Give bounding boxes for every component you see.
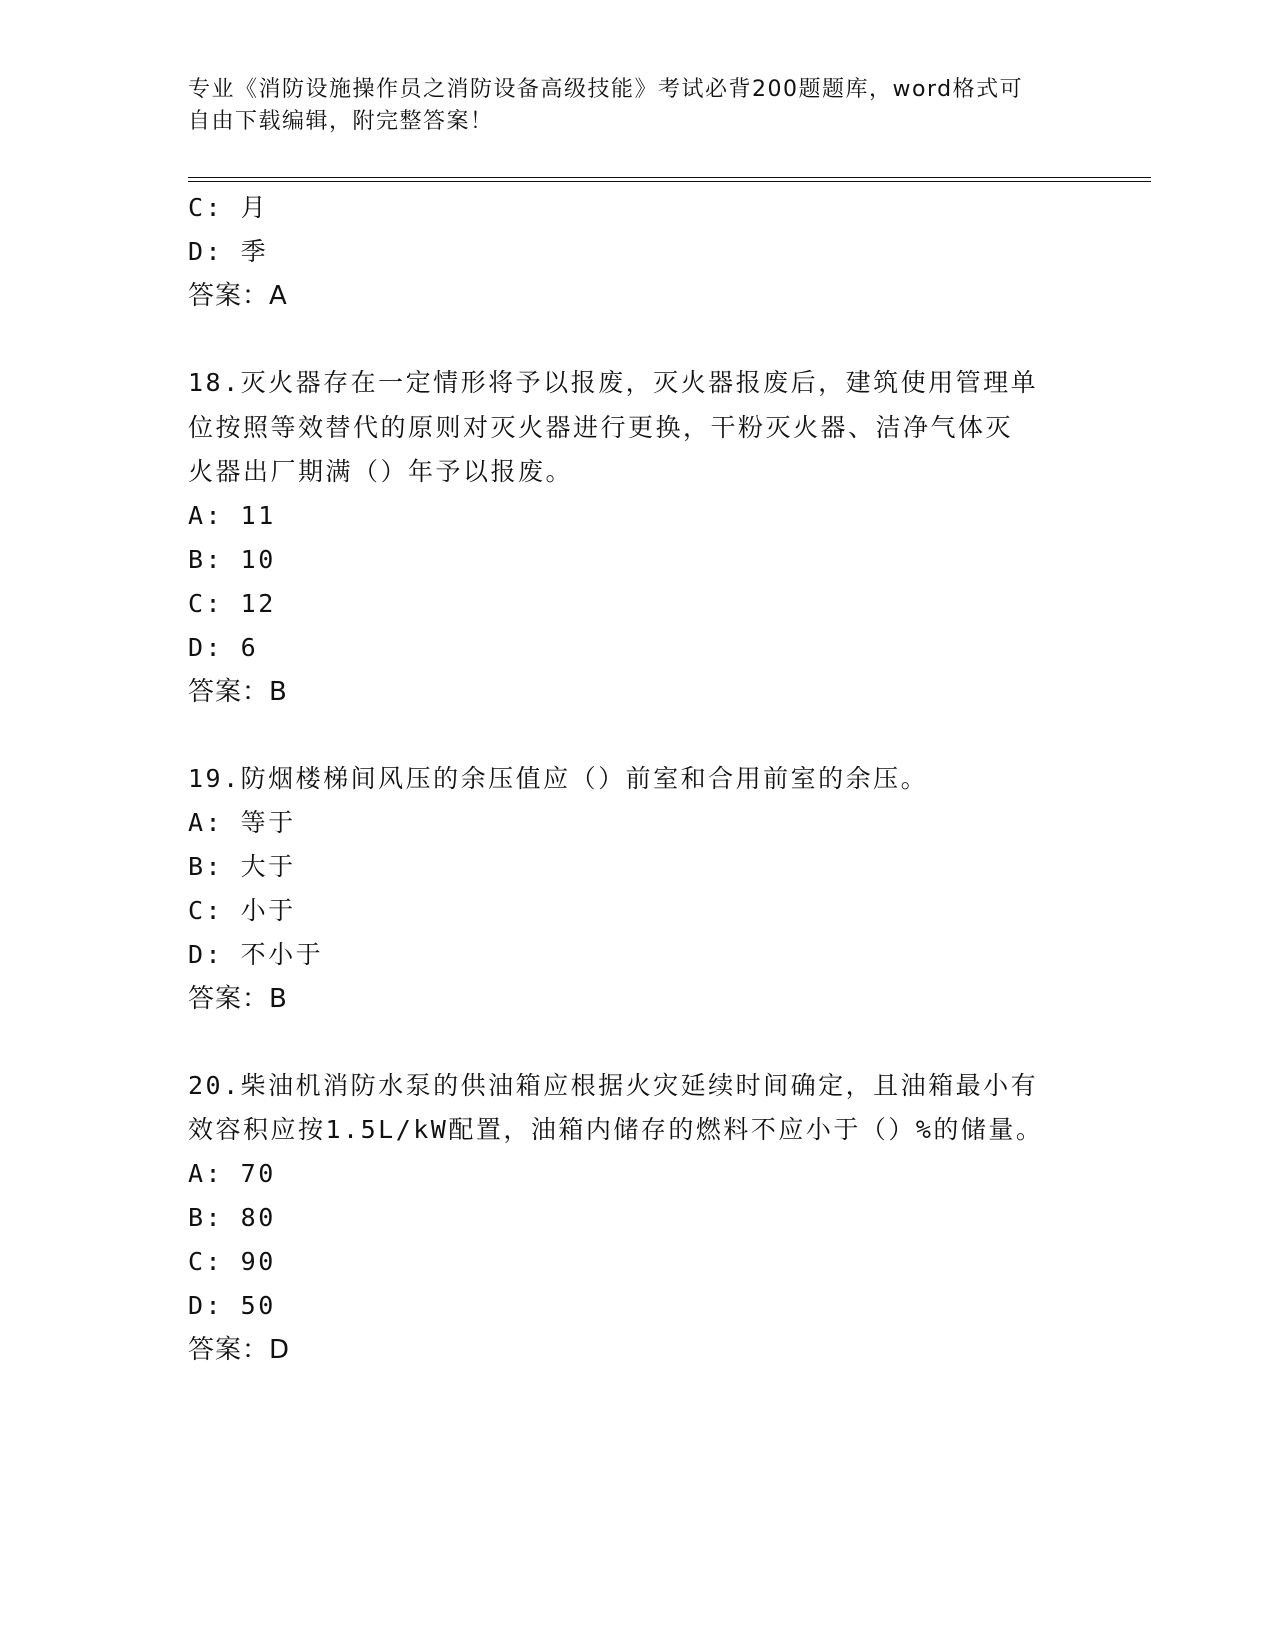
option-c: C: 月 <box>188 193 269 222</box>
question-20-option-b: B: 80 <box>188 1203 276 1232</box>
question-18-option-d: D: 6 <box>188 633 259 662</box>
document-header <box>188 74 1088 138</box>
question-19-option-b: B: 大于 <box>188 852 296 881</box>
question-18-text-line-3: 火器出厂期满（）年予以报废。 <box>188 457 574 486</box>
question-20-option-c: C: 90 <box>188 1247 276 1276</box>
question-19-option-d: D: 不小于 <box>188 940 324 969</box>
header-line-2: 自由下载编辑，附完整答案！ <box>188 109 494 134</box>
question-19-answer: 答案：B <box>188 984 288 1014</box>
question-19-option-a: A: 等于 <box>188 808 296 837</box>
question-19-text-line-1: 19.防烟楼梯间风压的余压值应（）前室和合用前室的余压。 <box>188 764 929 793</box>
question-18-option-a: A: 11 <box>188 501 276 530</box>
question-18-option-c: C: 12 <box>188 589 276 618</box>
question-18-text-line-1: 18.灭火器存在一定情形将予以报废，灭火器报废后，建筑使用管理单 <box>188 368 1039 397</box>
question-20-option-d: D: 50 <box>188 1291 276 1320</box>
header-rule-bottom <box>188 181 1151 182</box>
question-18-answer: 答案：B <box>188 677 288 707</box>
question-18-option-b: B: 10 <box>188 545 276 574</box>
question-20-text-line-1: 20.柴油机消防水泵的供油箱应根据火灾延续时间确定，且油箱最小有 <box>188 1071 1039 1100</box>
header-rule-top <box>188 177 1151 178</box>
question-20-text-line-2: 效容积应按1.5L/kW配置，油箱内储存的燃料不应小于（）%的储量。 <box>188 1115 1044 1144</box>
question-20-answer: 答案：D <box>188 1335 291 1365</box>
question-20-option-a: A: 70 <box>188 1159 276 1188</box>
header-line-1: 专业《消防设施操作员之消防设备高级技能》考试必背200题题库，word格式可 <box>188 77 1024 102</box>
answer: 答案：A <box>188 281 288 311</box>
question-19-option-c: C: 小于 <box>188 896 296 925</box>
option-d: D: 季 <box>188 237 269 266</box>
question-18-text-line-2: 位按照等效替代的原则对灭火器进行更换，干粉灭火器、洁净气体灭 <box>188 413 1014 442</box>
